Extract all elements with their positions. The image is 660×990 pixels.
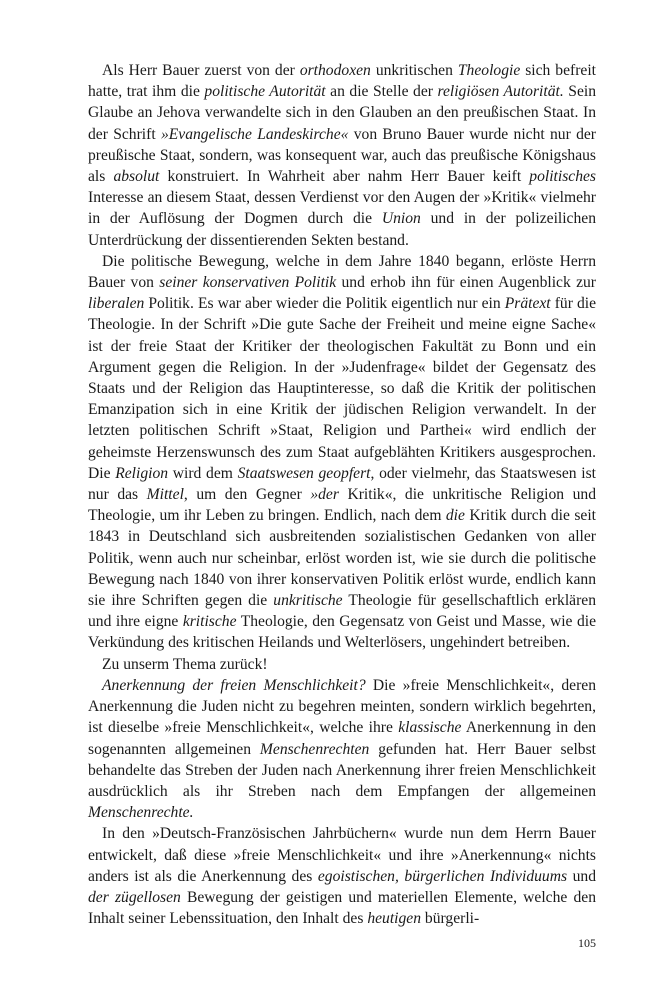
text-segment: und in der polizeilichen Unterdrückung der dissentierenden Sekten bestand. [88, 210, 596, 249]
text-segment: unkritischen [370, 62, 458, 79]
paragraph [88, 60, 596, 251]
paragraph [88, 654, 596, 675]
emphasis-text: Religion [115, 464, 169, 482]
paragraph [88, 823, 596, 929]
text-segment: gefunden hat. Herr Bauer selbst behandelte das Streben der Juden nach Anerkennung ihrer freien Menschlichkeit ausdrücklich als ihr Streben nach dem Empfangen der allgemeinen [88, 740, 596, 800]
emphasis-text: seiner konservativen Politik [159, 274, 337, 292]
emphasis-text: Mittel [146, 486, 184, 504]
text-segment: , um den Gegner [183, 486, 311, 504]
emphasis-text: unkritische [273, 592, 343, 610]
paragraph [88, 675, 596, 823]
emphasis-text: politische Autorität [204, 83, 326, 101]
emphasis-text: die [445, 507, 465, 525]
text-segment: Bewegung der geistigen und materiellen Elemente, welche den Inhalt seiner Lebenssituation, den Inhalt des [88, 888, 596, 928]
emphasis-text: politisches [529, 168, 596, 186]
text-segment: Die »freie Menschlichkeit«, deren Anerkennung die Juden nicht zu begehren meinten, sondern wirklich begehrten, ist dieselbe »freie Menschlichkeit«, welche ihre [88, 676, 596, 737]
text-segment: konstruiert. In Wahrheit aber nahm Herr Bauer keift [159, 168, 530, 186]
text-segment: an die Stelle der [325, 83, 438, 101]
emphasis-text: Menschenrechten [259, 740, 370, 758]
page-number: 105 [578, 936, 596, 950]
emphasis-text: klassische [398, 719, 462, 737]
emphasis-text: der zügellosen [88, 888, 181, 906]
text-segment: Zu unserm Thema zurück! [102, 655, 268, 673]
emphasis-text: egoistischen, bürgerlichen Individuums [317, 867, 568, 885]
text-segment: Kritik«, die unkritische Religion und Theologie, um ihr Leben zu bringen. Endlich, nach dem [88, 486, 596, 525]
text-segment: wird dem [168, 464, 238, 482]
text-segment: bürgerli- [421, 910, 480, 928]
emphasis-text: Union [381, 210, 421, 228]
paragraph [88, 251, 596, 654]
text-segment: sich befreit hatte, trat ihm die [88, 62, 596, 101]
emphasis-text: religiösen Autorität. [437, 83, 564, 101]
text-segment: Interesse an diesem Staat, dessen Verdienst vor den Augen der »Kritik« vielmehr in der Auflösung der Dogmen durch die [88, 189, 596, 228]
text-segment: und [567, 867, 596, 885]
text-segment: Sein Glaube an Jehova verwandelte sich in den Glauben an den preußischen Staat. In der Schrift [88, 83, 597, 143]
emphasis-text: »Evangelische Landeskirche« [160, 125, 349, 143]
text-segment: In den »Deutsch-Französischen Jahrbüchern« wurde nun dem Herrn Bauer entwickelt, daß diese »freie Menschlichkeit« und ihre »Anerkennung« nichts anders ist als die Anerkennung des [88, 825, 596, 885]
emphasis-text: orthodoxen [299, 62, 371, 79]
text-segment: für die Theologie. In der Schrift »Die gute Sache der Freiheit und meine eigne Sache« ist der freie Staat der Kritiker der theologischen Fakultät zu Bonn und ein Argument gegen die Religion. In der »Judenfrage« bildet der Gegensatz des Staats und der Religion das Hauptinteresse, so daß die Kritik der politischen Emanzipation sich in eine Kritik der jüdischen Religion verwandelt. In der letzten politischen Schrift »Staat, Religion und Parthei« wird endlich der geheimste Herzenswunsch des zum Staat aufgeblähten Kritikers ausgesprochen. Die [88, 295, 597, 482]
text-segment: und erhob ihn für einen Augenblick zur [336, 274, 596, 292]
body-text [88, 60, 596, 929]
text-segment: von Bruno Bauer wurde nicht nur der preußische Staat, sondern, was konsequent war, auch das preußische Königshaus als [88, 125, 597, 186]
emphasis-text: »der [310, 486, 339, 504]
emphasis-text: Prätext [504, 295, 551, 313]
text-segment: Anerkennung in den sogenannten allgemeinen [88, 719, 596, 758]
emphasis-text: liberalen [88, 295, 145, 313]
emphasis-text: absolut [113, 168, 160, 186]
emphasis-text: Menschenrechte. [88, 804, 194, 822]
emphasis-text: Staatswesen geopfert [237, 464, 371, 482]
emphasis-text: Theologie [457, 62, 521, 79]
emphasis-text: kritische [182, 613, 237, 631]
emphasis-text: Anerkennung der freien Menschlichkeit? [102, 676, 366, 694]
text-segment: Theologie für gesellschaftlich erklären und ihre eigne [88, 592, 596, 631]
text-segment: Politik. Es war aber wieder die Politik eigentlich nur ein [144, 295, 505, 313]
emphasis-text: heutigen [367, 910, 422, 928]
text-segment: Die politische Bewegung, welche in dem Jahre 1840 begann, erlöste Herrn Bauer von [88, 252, 596, 292]
text-segment: , oder vielmehr, das Staatswesen ist nur das [88, 464, 596, 504]
text-segment: Als Herr Bauer zuerst von der [102, 62, 300, 79]
text-segment: Kritik durch die seit 1843 in Deutschland sich ausbreitenden sozialistischen Gedanken von aller Politik, wenn auch nur scheinbar, erlöst worden ist, wie sie durch die politische Bewegung nach 1840 von ihrer konservativen Politik erlöst wurde, endlich kann sie ihre Schriften gegen die [88, 507, 596, 610]
text-segment: Theologie, den Gegensatz von Geist und Masse, wie die Verkündung des kritischen Heilands und Welterlösers, ungehindert betreiben. [88, 613, 596, 652]
